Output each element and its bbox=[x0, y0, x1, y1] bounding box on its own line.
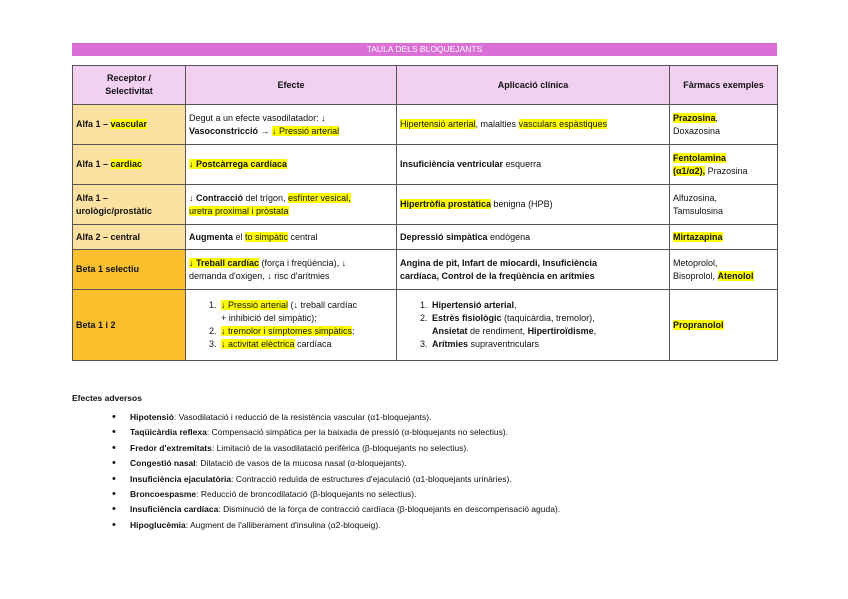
receptor-cell: Alfa 1 – cardiac bbox=[73, 145, 186, 185]
adverse-effects-title: Efectes adversos bbox=[72, 393, 142, 403]
list-item: • Congestió nasal: Dilatació de vasos de la mucosa nasal (α-bloquejants). bbox=[130, 456, 830, 471]
list-item: 3. Arítmies supraventriculars bbox=[430, 338, 666, 351]
aplicacio-cell: Hipertròfia prostàtica benigna (HPB) bbox=[397, 185, 670, 225]
efecte-cell: ↓ Postcàrrega cardíaca bbox=[186, 145, 397, 185]
receptor-cell: Beta 1 i 2 bbox=[73, 290, 186, 361]
table-title-banner: TAULA DELS BLOQUEJANTS bbox=[72, 43, 777, 56]
efecte-cell: ↓ Treball cardíac (força i freqüència), ↓ demanda d'oxigen, ↓ risc d'arítmies bbox=[186, 250, 397, 290]
list-item: • Broncoespasme: Reducció de broncodilatació (β-bloquejants no selectius). bbox=[130, 487, 830, 502]
aplicacio-cell: Depressió simpàtica endògena bbox=[397, 225, 670, 250]
table-row bbox=[73, 250, 778, 290]
aplicacio-cell: Insuficiència ventricular esquerra bbox=[397, 145, 670, 185]
efecte-cell: Augmenta el to simpàtic central bbox=[186, 225, 397, 250]
list-item: 3. ↓ activitat elèctrica cardíaca bbox=[219, 338, 393, 351]
table-row bbox=[73, 105, 778, 145]
efecte-cell bbox=[186, 290, 397, 361]
table-row bbox=[73, 185, 778, 225]
receptor-cell: Beta 1 selectiu bbox=[73, 250, 186, 290]
list-item: 2. ↓ tremolor i símptomes simpàtics; bbox=[219, 325, 393, 338]
efecte-cell: Degut a un efecte vasodilatador: ↓ Vasoconstricció → ↓ Pressió arterial bbox=[186, 105, 397, 145]
table-row bbox=[73, 145, 778, 185]
receptor-cell: Alfa 2 – central bbox=[73, 225, 186, 250]
adverse-effects-list bbox=[72, 410, 830, 533]
farmacs-cell: Alfuzosina, Tamsulosina bbox=[670, 185, 778, 225]
aplicacio-cell: Angina de pit, Infart de miocardi, Insuficiència cardíaca, Control de la freqüència en arítmies bbox=[397, 250, 670, 290]
farmacs-cell: Fentolamina (α1/α2), Prazosina bbox=[670, 145, 778, 185]
list-item: • Insuficiència cardíaca: Disminució de la força de contracció cardíaca (β-bloquejants en descompensació aguda). bbox=[130, 502, 830, 517]
list-item: • Taqüicàrdia reflexa: Compensació simpàtica per la baixada de pressió (α-bloquejants no selectius). bbox=[130, 425, 830, 440]
list-item: • Hipoglucèmia: Augment de l'alliberament d'insulina (α2-bloqueig). bbox=[130, 518, 830, 533]
farmacs-cell: Propranolol bbox=[670, 290, 778, 361]
header-efecte: Efecte bbox=[186, 66, 397, 105]
aplicacio-cell: Hipertensió arterial, malalties vasculars espàstiques bbox=[397, 105, 670, 145]
receptor-cell: Alfa 1 – urològic/prostàtic bbox=[73, 185, 186, 225]
table-row bbox=[73, 225, 778, 250]
header-receptor: Receptor / Selectivitat bbox=[73, 66, 186, 105]
list-item: 1. Hipertensió arterial, bbox=[430, 299, 666, 312]
header-row bbox=[73, 66, 778, 105]
list-item: • Hipotensió: Vasodilatació i reducció de la resistència vascular (α1-bloquejants). bbox=[130, 410, 830, 425]
farmacs-cell: Prazosina, Doxazosina bbox=[670, 105, 778, 145]
blockers-table bbox=[72, 65, 778, 361]
aplicacio-cell bbox=[397, 290, 670, 361]
table-row bbox=[73, 290, 778, 361]
receptor-cell: Alfa 1 – vascular bbox=[73, 105, 186, 145]
header-farmacs: Fàrmacs exemples bbox=[670, 66, 778, 105]
farmacs-cell: Mirtazapina bbox=[670, 225, 778, 250]
list-item: • Fredor d'extremitats: Limitació de la vasodilatació perifèrica (β-bloquejants no selectius). bbox=[130, 441, 830, 456]
list-item: 1. ↓ Pressió arterial (↓ treball cardíac + inhibició del simpàtic); bbox=[219, 299, 393, 325]
list-item: • Insuficiència ejaculatòria: Contracció reduïda de estructures d'ejaculació (α1-bloquejants urinàries). bbox=[130, 472, 830, 487]
list-item: 2. Estrès fisiològic (taquicàrdia, tremolor), Ansietat de rendiment, Hipertiroïdisme, bbox=[430, 312, 666, 338]
header-aplicacio: Aplicació clínica bbox=[397, 66, 670, 105]
farmacs-cell: Metoprolol, Bisoprolol, Atenolol bbox=[670, 250, 778, 290]
efecte-cell: ↓ Contracció del trígon, esfínter vesical, uretra proximal i pròstata bbox=[186, 185, 397, 225]
